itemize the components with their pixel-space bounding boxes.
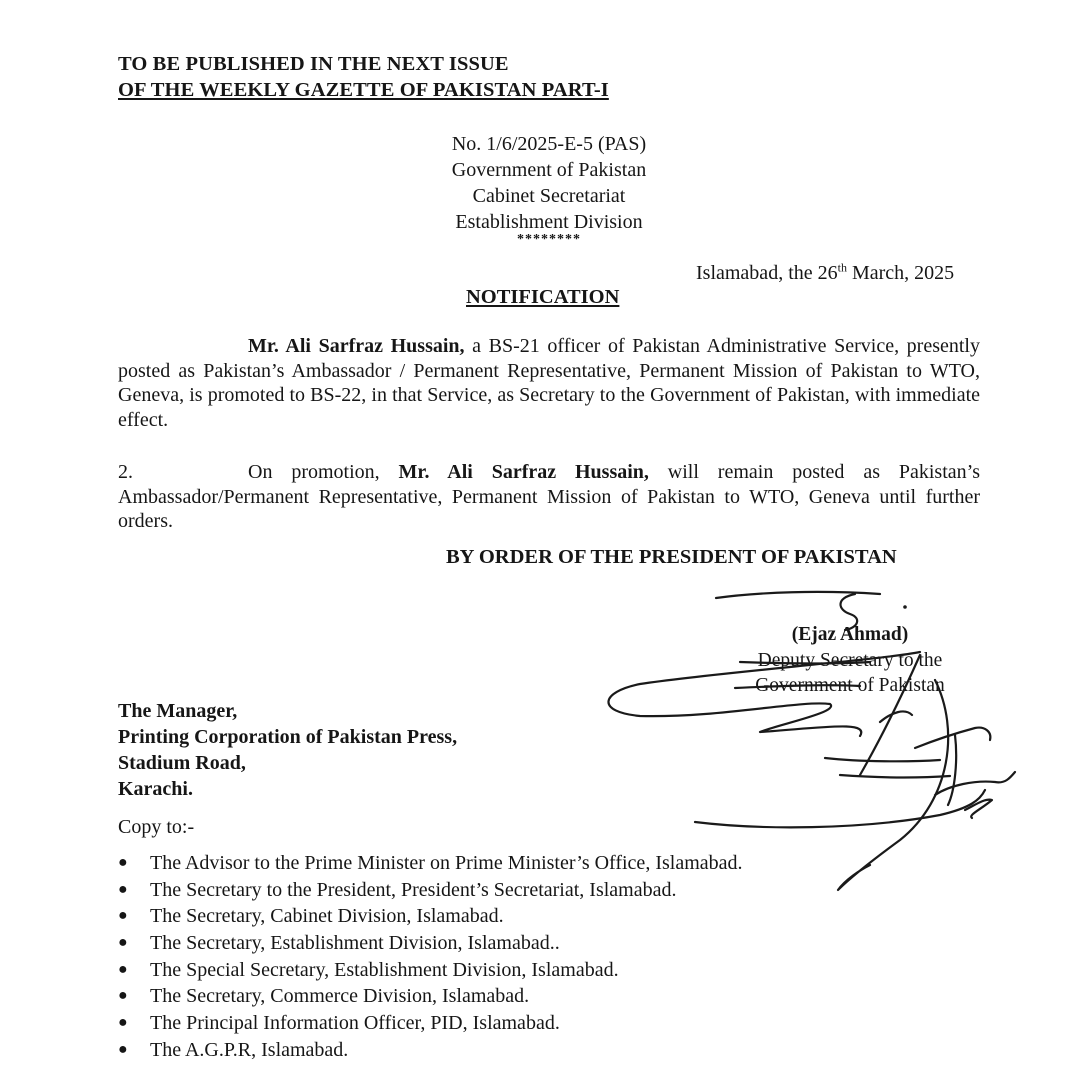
- copy-recipient: The Advisor to the Prime Minister on Prime Minister’s Office, Islamabad.: [150, 852, 743, 874]
- bullet-icon: ●: [118, 880, 128, 898]
- publish-header-line1: TO BE PUBLISHED IN THE NEXT ISSUE: [118, 53, 509, 75]
- paragraph-1: [118, 334, 980, 432]
- issue-date: [696, 262, 954, 285]
- date-suffix: th: [837, 260, 847, 275]
- bullet-icon: ●: [118, 854, 128, 871]
- date-rest: March, 2025: [846, 262, 955, 284]
- separator-asterisks: ********: [517, 232, 581, 247]
- list-item: [118, 877, 743, 904]
- addressee-line2: Printing Corporation of Pakistan Press,: [118, 726, 458, 748]
- officer-name: Mr. Ali Sarfraz Hussain,: [248, 335, 465, 357]
- signatory-name: (Ejaz Ahmad): [791, 624, 909, 645]
- secretariat-name: Cabinet Secretariat: [472, 185, 626, 207]
- copy-to-label: Copy to:-: [118, 816, 195, 838]
- date-prefix: Islamabad, the 26: [696, 262, 838, 284]
- signatory-organisation: Government of Pakistan: [755, 675, 945, 696]
- paragraph-2-text-before: On promotion,: [248, 461, 399, 483]
- copy-recipient: The Secretary to the President, President’s Secretariat, Islamabad.: [150, 878, 677, 901]
- order-line: BY ORDER OF THE PRESIDENT OF PAKISTAN: [446, 546, 897, 568]
- list-item: [118, 1010, 743, 1037]
- list-item: [118, 903, 743, 930]
- signatory-designation: Deputy Secretary to the: [757, 650, 943, 671]
- list-item: [118, 983, 743, 1010]
- copy-recipient: The Secretary, Establishment Division, Islamabad..: [150, 932, 560, 955]
- bullet-icon: ●: [118, 907, 128, 925]
- paragraph-2-text-after: will remain posted as Pakistan’s Ambassador/Permanent Representative, Permanent Mission of Pakistan to WTO, Geneva until further orders.: [118, 461, 980, 533]
- addressee-line4: Karachi.: [118, 778, 193, 800]
- government-name: Government of Pakistan: [451, 159, 647, 181]
- bullet-icon: ●: [118, 1040, 128, 1058]
- publish-header-line2: OF THE WEEKLY GAZETTE OF PAKISTAN PART-I: [118, 79, 609, 101]
- notification-title: NOTIFICATION: [466, 286, 620, 308]
- bullet-icon: ●: [118, 1014, 128, 1032]
- bullet-icon: ●: [118, 960, 128, 978]
- officer-name-2: Mr. Ali Sarfraz Hussain,: [398, 461, 649, 483]
- addressee-line1: The Manager,: [118, 700, 238, 722]
- copy-recipient: The Principal Information Officer, PID, Islamabad.: [150, 1012, 560, 1035]
- copy-to-list: [118, 850, 743, 1064]
- paragraph-2-number: 2.: [118, 461, 133, 483]
- paragraph-1-text: a BS-21 officer of Pakistan Administrative Service, presently posted as Pakistan’s Ambassador / Permanent Representative, Permanent Mission of Pakistan to WTO, Geneva, is promoted to BS-22, in that Service, as Secretary to the Government of Pakistan, with immediate effect.: [118, 335, 980, 431]
- list-item: [118, 1037, 743, 1064]
- copy-recipient: The Secretary, Cabinet Division, Islamabad.: [150, 905, 504, 928]
- bullet-icon: ●: [118, 934, 128, 952]
- addressee-line3: Stadium Road,: [118, 752, 246, 774]
- division-name: Establishment Division: [455, 211, 643, 233]
- list-item: [118, 957, 743, 984]
- list-item: [118, 850, 743, 877]
- bullet-icon: ●: [118, 987, 128, 1005]
- copy-recipient: The A.G.P.R, Islamabad.: [150, 1038, 349, 1061]
- copy-recipient: The Special Secretary, Establishment Division, Islamabad.: [150, 958, 619, 981]
- list-item: [118, 930, 743, 957]
- paragraph-2: [118, 460, 980, 534]
- reference-number: No. 1/6/2025-E-5 (PAS): [451, 133, 647, 155]
- copy-recipient: The Secretary, Commerce Division, Islamabad.: [150, 985, 530, 1008]
